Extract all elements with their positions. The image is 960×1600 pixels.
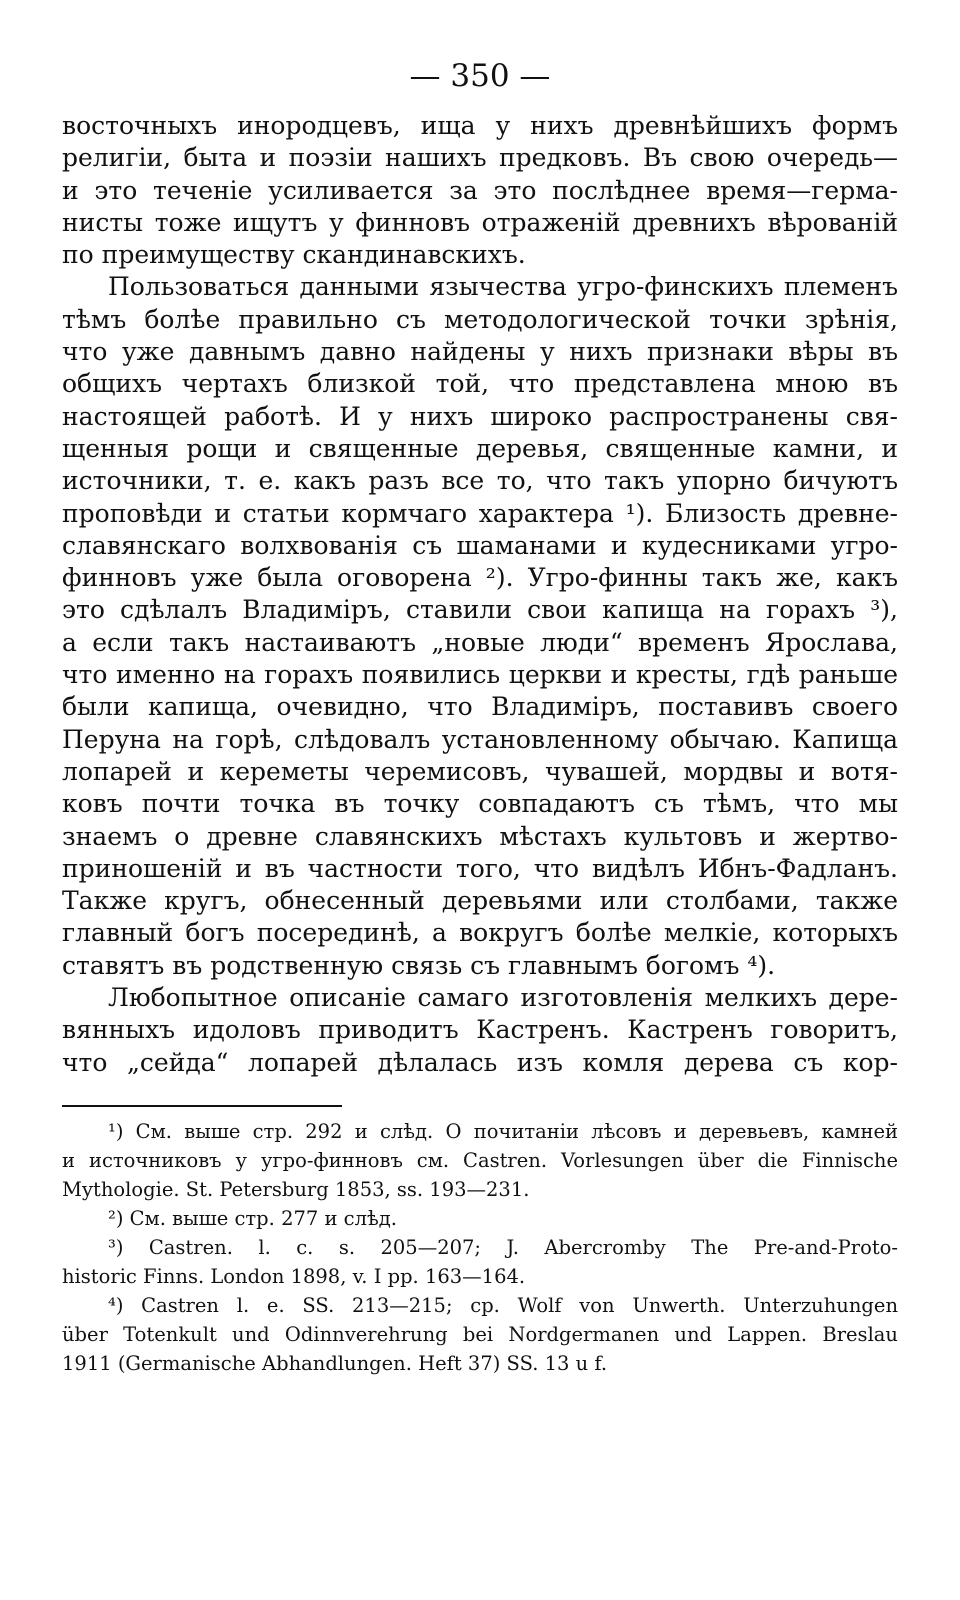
text-line: вянныхъ идоловъ приводитъ Кастренъ. Кастренъ говоритъ,: [62, 1015, 898, 1045]
text-line: Также кругъ, обнесенный деревьями или столбами, также: [62, 886, 898, 916]
text-line: приношеній и въ частности того, что видѣлъ Ибнъ-Фадланъ.: [62, 853, 898, 883]
footnote-line: и источниковъ у угро-финновъ см. Castren. Vorlesungen über die Finnische: [62, 1148, 898, 1172]
text-line: ставятъ въ родственную связь съ главнымъ богомъ ⁴).: [62, 950, 776, 980]
text-line: общихъ чертахъ близкой той, что представлена мною въ: [62, 369, 898, 399]
footnote-line: historic Finns. London 1898, v. I pp. 163—164.: [62, 1264, 526, 1288]
text-line: религіи, быта и поэзіи нашихъ предковъ. Въ свою очередь—: [62, 143, 898, 173]
text-line: лопарей и кереметы черемисовъ, чувашей, мордвы и вотя-: [62, 756, 898, 786]
text-line: Любопытное описаніе самаго изготовленія мелкихъ дере-: [108, 983, 898, 1013]
text-line: источники, т. е. какъ разъ все то, что такъ упорно бичуютъ: [62, 466, 898, 496]
footnote-line: ¹) См. выше стр. 292 и слѣд. О почитаніи лѣсовъ и деревьевъ, камней: [108, 1119, 898, 1143]
text-line: Пользоваться данными язычества угро-финскихъ племенъ: [108, 272, 898, 302]
footnote-line: ³) Castren. l. c. s. 205—207; J. Abercromby The Pre-and-Proto-: [108, 1235, 898, 1259]
footnote-line: Mythologie. St. Petersburg 1853, ss. 193—231.: [62, 1177, 530, 1201]
text-line: ковъ почти точка въ точку совпадаютъ съ тѣмъ, что мы: [62, 789, 898, 819]
text-line: знаемъ о древне славянскихъ мѣстахъ культовъ и жертво-: [62, 821, 898, 851]
footnote-line: ⁴) Castren l. e. SS. 213—215; cp. Wolf von Unwerth. Unterzuhungen: [108, 1293, 898, 1317]
text-line: это сдѣлалъ Владиміръ, ставили свои капища на горахъ ³),: [62, 595, 898, 625]
text-line: главный богъ посерединѣ, а вокругъ болѣе мелкіе, которыхъ: [62, 918, 898, 948]
text-line: и это теченіе усиливается за это послѣднее время—герма-: [62, 175, 898, 205]
text-line: настоящей работѣ. И у нихъ широко распространены свя-: [62, 401, 898, 431]
text-line: что „сейда“ лопарей дѣлалась изъ комля дерева съ кор-: [62, 1047, 898, 1077]
text-line: что уже давнымъ давно найдены у нихъ признаки вѣры въ: [62, 337, 898, 367]
text-line: щенныя рощи и священные деревья, священные камни, и: [62, 433, 898, 463]
footnotes: [62, 1117, 898, 1378]
text-line: проповѣди и статьи кормчаго характера ¹). Близость древне-: [62, 498, 898, 528]
text-line: финновъ уже была оговорена ²). Угро-финны такъ же, какъ: [62, 563, 898, 593]
text-line: а если такъ настаиваютъ „новые люди“ временъ Ярослава,: [62, 627, 898, 657]
text-line: восточныхъ инородцевъ, ища у нихъ древнѣйшихъ формъ: [62, 111, 898, 140]
footnote-line: 1911 (Germanische Abhandlungen. Heft 37) SS. 13 u f.: [62, 1351, 608, 1375]
main-text: [62, 110, 898, 1079]
text-line: Перуна на горѣ, слѣдовалъ установленному обычаю. Капища: [62, 724, 898, 754]
footnote-line: über Totenkult und Odinnverehrung bei Nordgermanen und Lappen. Breslau: [62, 1322, 898, 1346]
text-line: что именно на горахъ появились церкви и кресты, гдѣ раньше: [62, 660, 898, 690]
footnote-divider: [62, 1105, 342, 1107]
text-line: были капища, очевидно, что Владиміръ, поставивъ своего: [62, 692, 898, 722]
text-line: нисты тоже ищутъ у финновъ отраженій древнихъ вѣрованій: [62, 207, 898, 237]
text-line: по преимуществу скандинавскихъ.: [62, 240, 526, 270]
text-line: тѣмъ болѣе правильно съ методологической точки зрѣнія,: [62, 304, 898, 334]
footnote-line: ²) См. выше стр. 277 и слѣд.: [108, 1206, 397, 1230]
page-number: — 350 —: [409, 58, 551, 94]
text-line: славянскаго волхвованія съ шаманами и кудесниками угро-: [62, 530, 898, 560]
